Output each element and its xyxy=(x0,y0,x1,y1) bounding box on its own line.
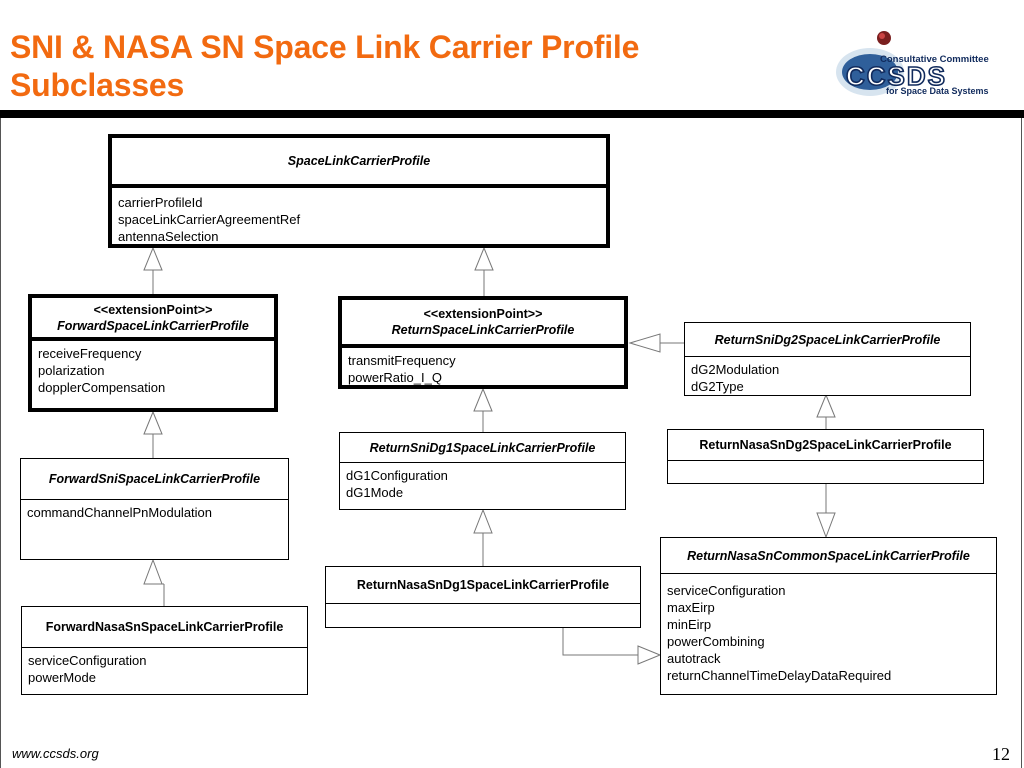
attribute: minEirp xyxy=(667,617,712,632)
class-name: ReturnNasaSnCommonSpaceLinkCarrierProfile xyxy=(687,548,970,563)
slide-title-line2: Subclasses xyxy=(10,67,185,103)
attribute: antennaSelection xyxy=(118,229,219,244)
attribute: powerRatio_I_Q xyxy=(348,370,442,385)
class-stereotype: <<extensionPoint>> xyxy=(93,302,213,317)
attribute: autotrack xyxy=(667,651,721,666)
attribute: dG2Type xyxy=(691,379,744,394)
class-name: ForwardSpaceLinkCarrierProfile xyxy=(57,318,249,333)
footer-url[interactable]: www.ccsds.org xyxy=(12,746,99,761)
attribute: serviceConfiguration xyxy=(667,583,786,598)
ccsds-logo-icon xyxy=(834,28,992,100)
attribute: dG2Modulation xyxy=(691,362,780,377)
logo-line1: Consultative Committee xyxy=(880,54,989,65)
attribute-list xyxy=(112,184,606,249)
attribute: powerMode xyxy=(28,670,96,685)
class-name: ReturnNasaSnDg2SpaceLinkCarrierProfile xyxy=(699,438,952,452)
attribute: commandChannelPnModulation xyxy=(27,505,213,520)
attribute: transmitFrequency xyxy=(348,353,456,368)
slide-title xyxy=(10,28,810,104)
class-name: ForwardNasaSnSpaceLinkCarrierProfile xyxy=(45,620,284,634)
attribute: powerCombining xyxy=(667,634,765,649)
class-return-nasa-sn-common-space-link-carrier-profile[interactable] xyxy=(660,537,997,695)
attribute-list xyxy=(340,462,625,505)
attribute-list xyxy=(342,344,624,390)
attribute: spaceLinkCarrierAgreementRef xyxy=(118,212,301,227)
attribute: returnChannelTimeDelayDataRequired xyxy=(667,668,892,683)
slide-title-line1: SNI & NASA SN Space Link Carrier Profile xyxy=(10,29,640,65)
attribute: serviceConfiguration xyxy=(28,653,147,668)
attribute-list xyxy=(21,499,288,525)
class-name: ReturnSniDg1SpaceLinkCarrierProfile xyxy=(369,440,596,455)
class-forward-nasa-sn-space-link-carrier-profile[interactable] xyxy=(21,606,308,695)
attribute: polarization xyxy=(38,363,105,378)
attribute: dopplerCompensation xyxy=(38,380,166,395)
class-space-link-carrier-profile[interactable] xyxy=(108,134,610,248)
attribute-list xyxy=(685,356,970,399)
class-forward-sni-space-link-carrier-profile[interactable] xyxy=(20,458,289,560)
logo-line2: for Space Data Systems xyxy=(886,86,989,96)
class-name: SpaceLinkCarrierProfile xyxy=(287,154,431,168)
class-return-space-link-carrier-profile[interactable] xyxy=(338,296,628,389)
title-divider xyxy=(0,110,1024,118)
class-return-sni-dg1-space-link-carrier-profile[interactable] xyxy=(339,432,626,510)
class-name: ReturnNasaSnDg1SpaceLinkCarrierProfile xyxy=(356,578,610,592)
class-name: ReturnSpaceLinkCarrierProfile xyxy=(391,323,575,337)
class-return-nasa-sn-dg2-space-link-carrier-profile[interactable] xyxy=(667,429,984,484)
attribute-list xyxy=(661,573,996,688)
attribute: maxEirp xyxy=(667,600,715,615)
attribute-list xyxy=(32,337,274,400)
class-forward-space-link-carrier-profile[interactable] xyxy=(28,294,278,412)
class-name: ForwardSniSpaceLinkCarrierProfile xyxy=(48,472,261,486)
class-return-sni-dg2-space-link-carrier-profile[interactable] xyxy=(684,322,971,396)
attribute: dG1Configuration xyxy=(346,468,448,483)
page-number: 12 xyxy=(992,744,1010,764)
attribute-list xyxy=(22,647,307,690)
attribute: carrierProfileId xyxy=(118,195,203,210)
attribute: dG1Mode xyxy=(346,485,404,500)
attribute: receiveFrequency xyxy=(38,346,142,361)
class-name: ReturnSniDg2SpaceLinkCarrierProfile xyxy=(714,332,941,347)
class-stereotype: <<extensionPoint>> xyxy=(423,307,543,321)
logo-acronym: CCSDS xyxy=(846,61,948,91)
class-return-nasa-sn-dg1-space-link-carrier-profile[interactable] xyxy=(325,566,641,628)
